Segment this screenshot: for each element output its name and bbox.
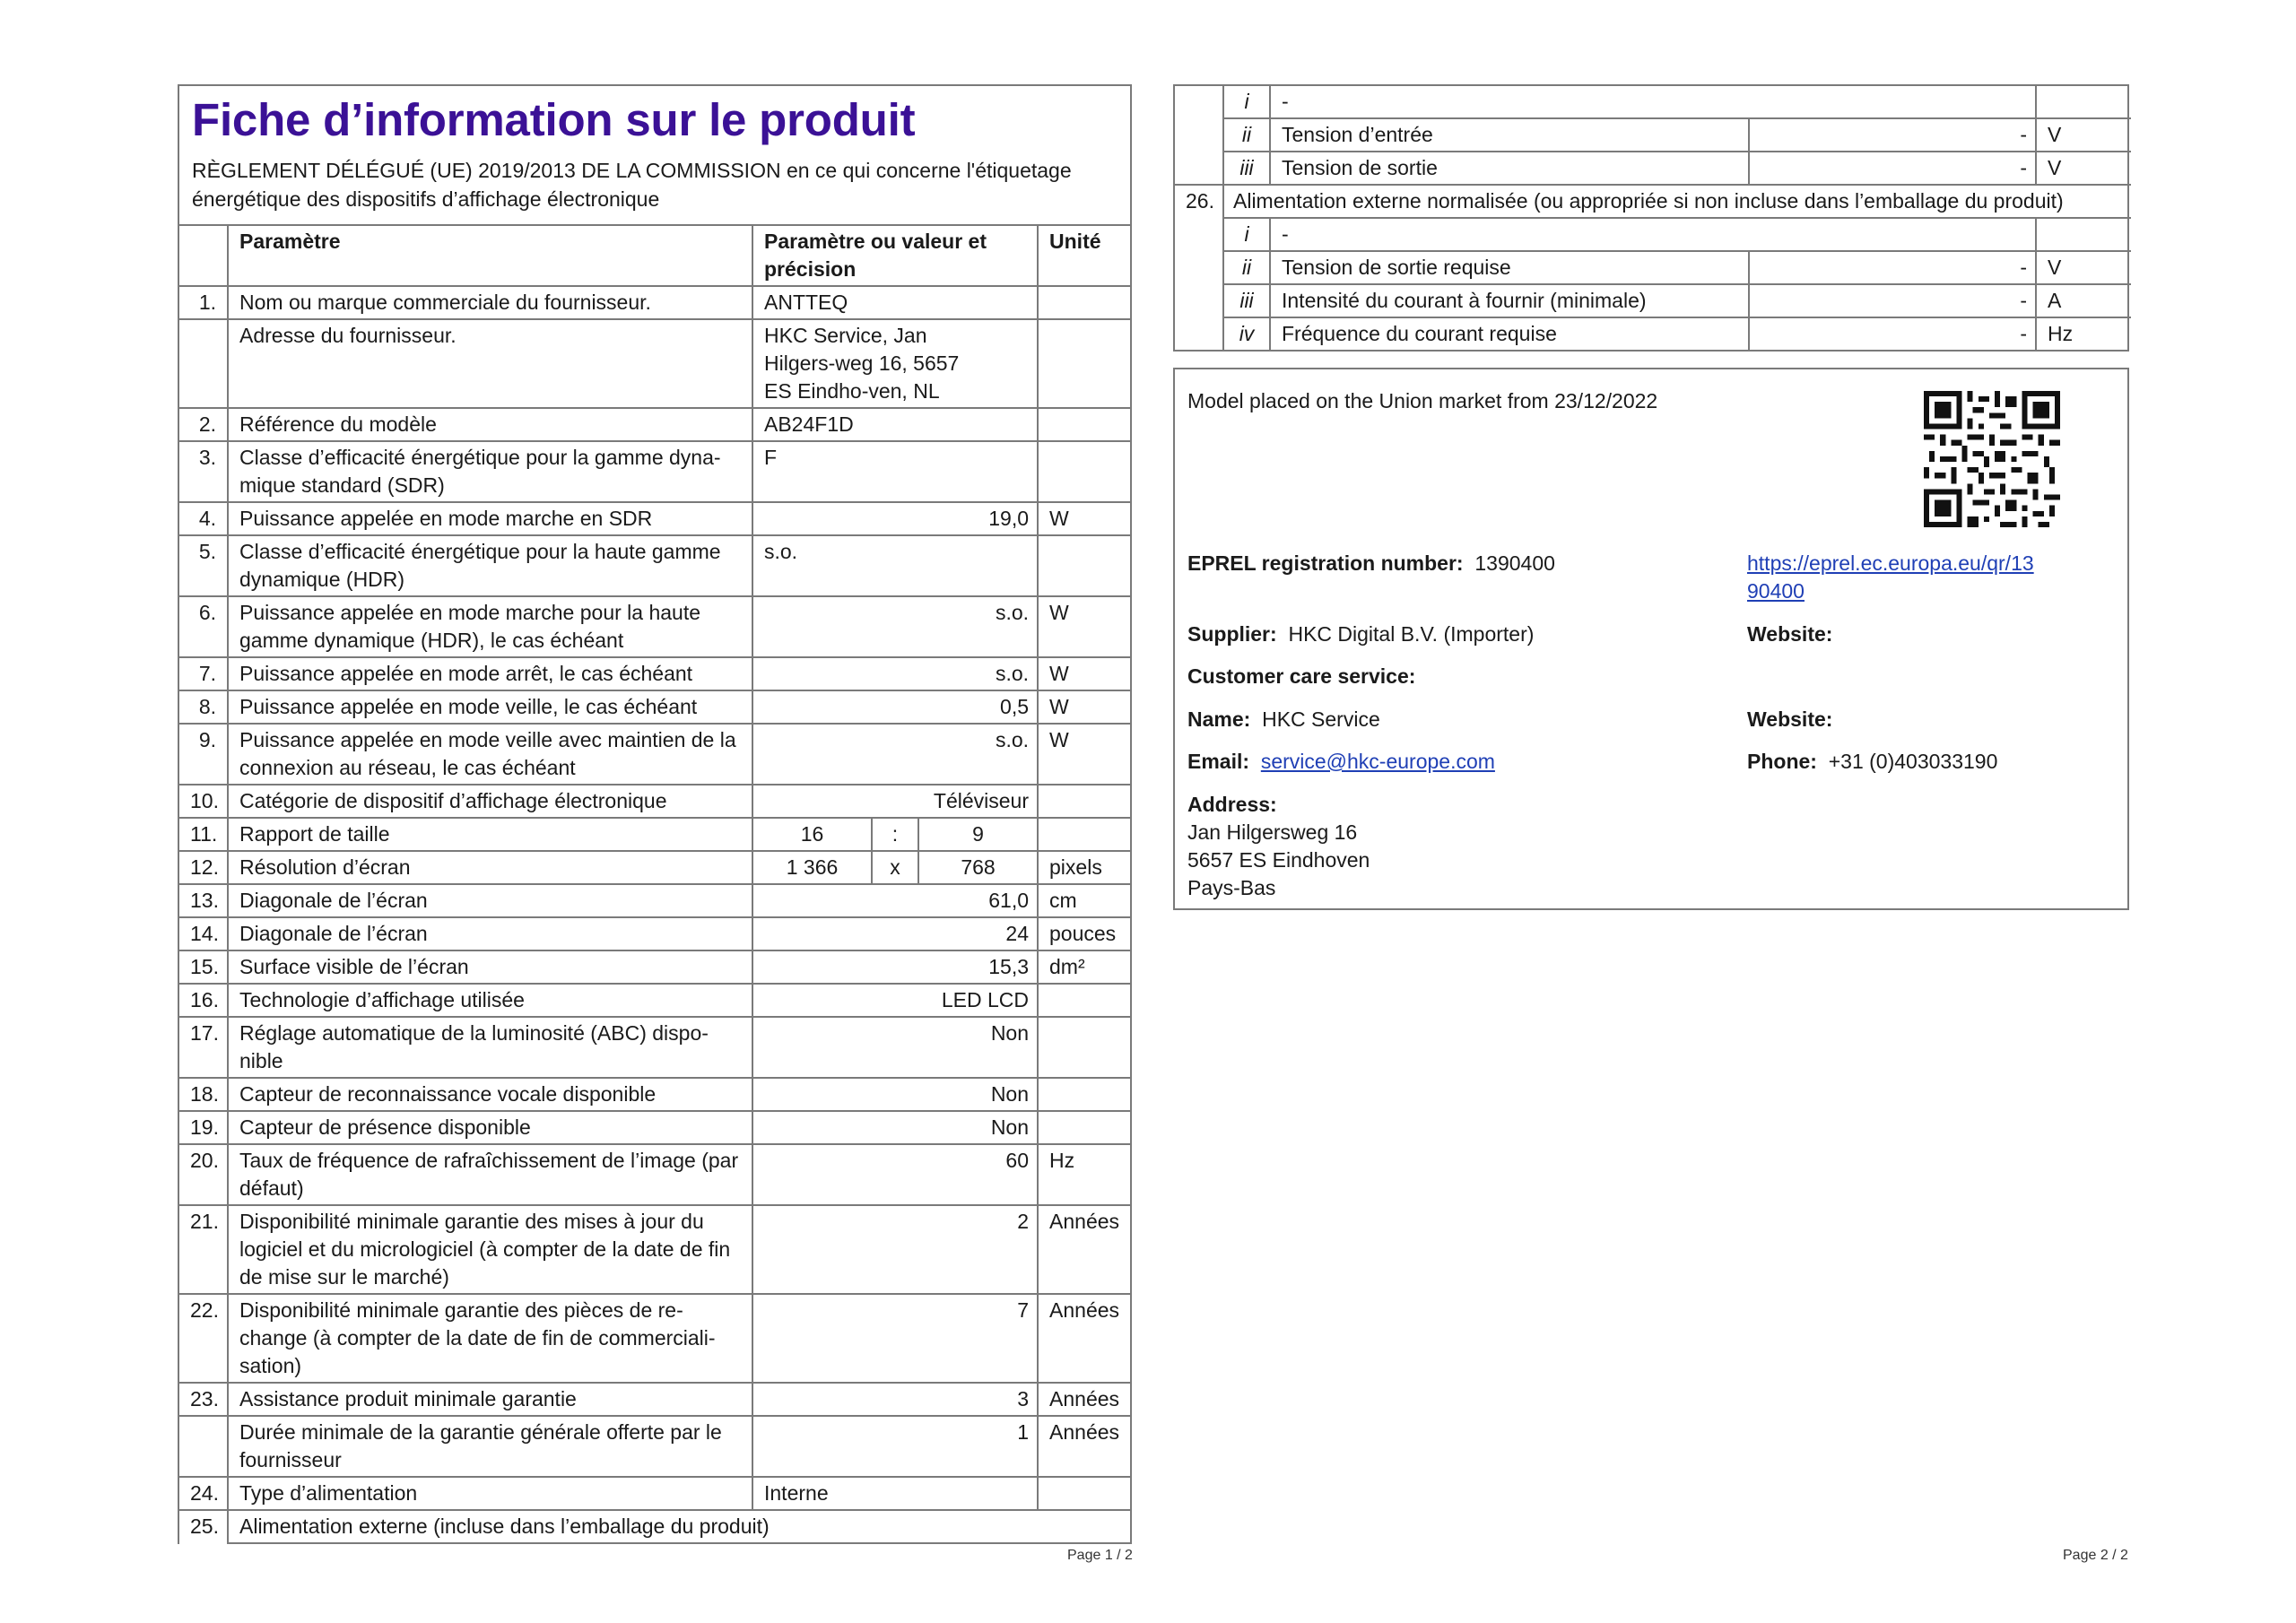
row-label: Classe d’efficacité énergétique pour la haute gamme dynamique (HDR) — [228, 535, 752, 596]
row-value: - — [1749, 118, 2036, 152]
address-line-2: 5657 ES Eindhoven — [1187, 848, 1370, 872]
row-unit — [1038, 319, 1132, 408]
row-label: Type d’alimentation — [228, 1477, 752, 1510]
row-number: 10. — [179, 785, 228, 818]
row-number: 8. — [179, 690, 228, 724]
title-block — [179, 86, 1130, 226]
table-row — [179, 535, 1132, 596]
ratio-separator: : — [872, 818, 918, 851]
row-number: 3. — [179, 441, 228, 502]
row-unit: W — [1038, 724, 1132, 785]
row-label: Résolution d’écran — [228, 851, 752, 884]
row-unit: W — [1038, 690, 1132, 724]
row-label: Puissance appelée en mode marche pour la haute gamme dynamique (HDR), le cas échéant — [228, 596, 752, 657]
row-value: Non — [752, 1017, 1038, 1078]
row-value: - — [1749, 251, 2036, 284]
regulation-subtitle: RÈGLEMENT DÉLÉGUÉ (UE) 2019/2013 DE LA COMMISSION en ce qui concerne l'étiquetage énergétique des dispositifs d’affichage électronique — [192, 159, 1072, 211]
row-unit: Hz — [2036, 317, 2131, 350]
table-row — [179, 502, 1132, 535]
row-unit: W — [1038, 596, 1132, 657]
table-row — [179, 690, 1132, 724]
page-number-left: Page 1 / 2 — [1067, 1548, 1133, 1563]
row-value: 3 — [752, 1383, 1038, 1416]
row-unit — [1038, 818, 1132, 851]
eprel-link[interactable] — [1747, 550, 2034, 605]
row-roman: iii — [1223, 152, 1270, 185]
row-label: - — [1270, 218, 2036, 251]
row-unit: Années — [1038, 1205, 1132, 1294]
row-value: Non — [752, 1078, 1038, 1111]
row-unit — [1038, 1078, 1132, 1111]
row-value: - — [1749, 284, 2036, 317]
row-value: s.o. — [752, 596, 1038, 657]
row-value: 15,3 — [752, 950, 1038, 984]
supplier-info-box — [1173, 368, 2129, 910]
address-line-1: Jan Hilgersweg 16 — [1187, 820, 1358, 844]
ratio-height: 9 — [918, 818, 1038, 851]
row-label: Puissance appelée en mode arrêt, le cas échéant — [228, 657, 752, 690]
eprel-row — [1187, 550, 1555, 577]
row-unit: Années — [1038, 1416, 1132, 1477]
table-row — [179, 884, 1132, 917]
row-label: Intensité du courant à fournir (minimale) — [1270, 284, 1749, 317]
supplier-label: Supplier: — [1187, 622, 1277, 646]
row-number: 17. — [179, 1017, 228, 1078]
table-row — [179, 917, 1132, 950]
row-unit — [1038, 1017, 1132, 1078]
row-unit: W — [1038, 502, 1132, 535]
row-number: 6. — [179, 596, 228, 657]
header-unit: Unité — [1038, 226, 1132, 286]
header-num — [179, 226, 228, 286]
address-label: Address: — [1187, 793, 1277, 816]
row-value: ANTTEQ — [752, 286, 1038, 319]
table-row — [1175, 152, 2131, 185]
row-value: 24 — [752, 917, 1038, 950]
table-row — [179, 1144, 1132, 1205]
row-value: - — [1749, 317, 2036, 350]
phone-value: +31 (0)403033190 — [1828, 750, 1998, 773]
row-number — [179, 1416, 228, 1477]
row-label: Catégorie de dispositif d’affichage électronique — [228, 785, 752, 818]
row-unit — [1038, 286, 1132, 319]
row-value: 19,0 — [752, 502, 1038, 535]
row-unit: W — [1038, 657, 1132, 690]
power-supply-table — [1173, 84, 2129, 352]
eprel-label: EPREL registration number: — [1187, 551, 1464, 575]
table-row — [179, 319, 1132, 408]
row-unit: Hz — [1038, 1144, 1132, 1205]
table-row — [179, 1078, 1132, 1111]
header-value: Paramètre ou valeur et précision — [752, 226, 1038, 286]
table-row — [179, 724, 1132, 785]
row-label: Adresse du fournisseur. — [228, 319, 752, 408]
table-row — [179, 1205, 1132, 1294]
row-label: Diagonale de l’écran — [228, 884, 752, 917]
row-roman: ii — [1223, 251, 1270, 284]
row-number — [1175, 251, 1223, 284]
row-number: 22. — [179, 1294, 228, 1383]
row-unit — [1038, 1111, 1132, 1144]
row-unit: Années — [1038, 1383, 1132, 1416]
row-number: 14. — [179, 917, 228, 950]
qr-code-icon[interactable] — [1924, 391, 2060, 527]
table-row — [179, 1477, 1132, 1510]
row-label: Taux de fréquence de rafraîchissement de l’image (par défaut) — [228, 1144, 752, 1205]
row-unit — [1038, 535, 1132, 596]
row-number: 1. — [179, 286, 228, 319]
table-row — [179, 1383, 1132, 1416]
table-row — [179, 1416, 1132, 1477]
name-label: Name: — [1187, 707, 1251, 731]
row-value: HKC Service, Jan Hilgers-weg 16, 5657 ES Eindho-ven, NL — [752, 319, 1038, 408]
row-unit — [1038, 1477, 1132, 1510]
row-label: Alimentation externe (incluse dans l’emballage du produit) — [228, 1510, 1132, 1543]
row-number — [1175, 86, 1223, 118]
row-unit: pouces — [1038, 917, 1132, 950]
table-row — [1175, 317, 2131, 350]
page-title: Fiche d’information sur le produit — [192, 94, 916, 145]
row-roman: iii — [1223, 284, 1270, 317]
row-number: 16. — [179, 984, 228, 1017]
row-value: 0,5 — [752, 690, 1038, 724]
header-param: Paramètre — [228, 226, 752, 286]
product-info-sheet — [178, 84, 1132, 1544]
table-row — [179, 950, 1132, 984]
supplier-value: HKC Digital B.V. (Importer) — [1288, 622, 1535, 646]
service-website-label: Website: — [1747, 707, 1833, 731]
row-label: Disponibilité minimale garantie des mises à jour du logiciel et du micrologiciel (à compter de la date de fin de mise sur le marché) — [228, 1205, 752, 1294]
row-number: 4. — [179, 502, 228, 535]
email-row — [1187, 748, 1495, 776]
row-number: 18. — [179, 1078, 228, 1111]
table-row — [179, 818, 1132, 851]
table-row — [179, 408, 1132, 441]
row-value: Interne — [752, 1477, 1038, 1510]
parameter-table — [179, 226, 1132, 1544]
row-label: Disponibilité minimale garantie des pièces de re-change (à compter de la date de fin de commerciali-sation) — [228, 1294, 752, 1383]
row-number — [1175, 317, 1223, 350]
row-label: Tension de sortie — [1270, 152, 1749, 185]
row-number — [179, 319, 228, 408]
row-number — [1175, 284, 1223, 317]
table-row — [179, 1111, 1132, 1144]
row-label: Réglage automatique de la luminosité (ABC) dispo-nible — [228, 1017, 752, 1078]
address-line-3: Pays-Bas — [1187, 876, 1276, 899]
table-row — [1175, 251, 2131, 284]
row-value: s.o. — [752, 657, 1038, 690]
customer-care-label: Customer care service: — [1187, 664, 1416, 688]
row-value: AB24F1D — [752, 408, 1038, 441]
row-number: 19. — [179, 1111, 228, 1144]
email-label: Email: — [1187, 750, 1250, 773]
row-number: 21. — [179, 1205, 228, 1294]
row-value: s.o. — [752, 724, 1038, 785]
row-number: 12. — [179, 851, 228, 884]
row-value: 2 — [752, 1205, 1038, 1294]
table-row — [179, 441, 1132, 502]
row-roman: ii — [1223, 118, 1270, 152]
row-unit: A — [2036, 284, 2131, 317]
resolution-separator: x — [872, 851, 918, 884]
row-value: 7 — [752, 1294, 1038, 1383]
row-label: Technologie d’affichage utilisée — [228, 984, 752, 1017]
row-number: 9. — [179, 724, 228, 785]
table-row — [179, 1510, 1132, 1543]
row-number: 26. — [1175, 185, 1223, 218]
row-number: 15. — [179, 950, 228, 984]
row-label: Assistance produit minimale garantie — [228, 1383, 752, 1416]
row-number: 24. — [179, 1477, 228, 1510]
row-label: Puissance appelée en mode veille, le cas échéant — [228, 690, 752, 724]
row-number — [1175, 118, 1223, 152]
row-number: 23. — [179, 1383, 228, 1416]
row-value: - — [1749, 152, 2036, 185]
row-unit: dm² — [1038, 950, 1132, 984]
row-value: 1 — [752, 1416, 1038, 1477]
row-roman: i — [1223, 218, 1270, 251]
row-label: Puissance appelée en mode veille avec maintien de la connexion au réseau, le cas échéant — [228, 724, 752, 785]
row-label: Tension d’entrée — [1270, 118, 1749, 152]
row-unit: cm — [1038, 884, 1132, 917]
row-label: Surface visible de l’écran — [228, 950, 752, 984]
row-label: Capteur de présence disponible — [228, 1111, 752, 1144]
row-value: F — [752, 441, 1038, 502]
row-unit: V — [2036, 152, 2131, 185]
row-unit — [1038, 441, 1132, 502]
row-value: 60 — [752, 1144, 1038, 1205]
row-value: Non — [752, 1111, 1038, 1144]
row-number: 20. — [179, 1144, 228, 1205]
ratio-width: 16 — [752, 818, 872, 851]
row-unit — [1038, 984, 1132, 1017]
table-row — [179, 657, 1132, 690]
row-unit — [1038, 408, 1132, 441]
row-value: 61,0 — [752, 884, 1038, 917]
eprel-link-line2[interactable]: 90400 — [1747, 579, 1805, 603]
market-date: Model placed on the Union market from 23/12/2022 — [1187, 389, 1658, 412]
name-value: HKC Service — [1262, 707, 1380, 731]
row-label: Tension de sortie requise — [1270, 251, 1749, 284]
row-label: Fréquence du courant requise — [1270, 317, 1749, 350]
row-label: - — [1270, 86, 2036, 118]
eprel-link-line1[interactable]: https://eprel.ec.europa.eu/qr/13 — [1747, 551, 2034, 575]
row-label: Puissance appelée en mode marche en SDR — [228, 502, 752, 535]
row-number: 11. — [179, 818, 228, 851]
table-row — [179, 785, 1132, 818]
table-row — [179, 286, 1132, 319]
resolution-width: 1 366 — [752, 851, 872, 884]
page-number-right: Page 2 / 2 — [2063, 1548, 2128, 1563]
row-number: 2. — [179, 408, 228, 441]
row-number: 7. — [179, 657, 228, 690]
supplier-row — [1187, 621, 1534, 648]
table-row — [1175, 284, 2131, 317]
row-unit — [2036, 218, 2131, 251]
row-unit: pixels — [1038, 851, 1132, 884]
email-link[interactable]: service@hkc-europe.com — [1260, 750, 1495, 773]
row-unit: V — [2036, 251, 2131, 284]
row-number — [1175, 218, 1223, 251]
table-row — [1175, 218, 2131, 251]
table-row — [1175, 86, 2131, 118]
row-unit — [2036, 86, 2131, 118]
row-value: s.o. — [752, 535, 1038, 596]
row-label: Rapport de taille — [228, 818, 752, 851]
phone-row — [1747, 748, 1997, 776]
row-unit — [1038, 785, 1132, 818]
phone-label: Phone: — [1747, 750, 1817, 773]
table-header-row — [179, 226, 1132, 286]
resolution-height: 768 — [918, 851, 1038, 884]
row-label: Alimentation externe normalisée (ou appropriée si non incluse dans l’emballage du produit) — [1223, 185, 2131, 218]
row-number — [1175, 152, 1223, 185]
table-row — [1175, 118, 2131, 152]
row-value: Téléviseur — [752, 785, 1038, 818]
row-roman: iv — [1223, 317, 1270, 350]
table-row — [179, 1017, 1132, 1078]
row-label: Référence du modèle — [228, 408, 752, 441]
row-number: 25. — [179, 1510, 228, 1543]
row-roman: i — [1223, 86, 1270, 118]
address-block — [1187, 791, 1370, 902]
table-row — [179, 851, 1132, 884]
row-unit: V — [2036, 118, 2131, 152]
row-number: 13. — [179, 884, 228, 917]
eprel-number: 1390400 — [1474, 551, 1555, 575]
row-label: Classe d’efficacité énergétique pour la gamme dyna-mique standard (SDR) — [228, 441, 752, 502]
row-label: Diagonale de l’écran — [228, 917, 752, 950]
row-unit: Années — [1038, 1294, 1132, 1383]
table-row — [1175, 185, 2131, 218]
table-row — [179, 1294, 1132, 1383]
row-number: 5. — [179, 535, 228, 596]
supplier-website-label: Website: — [1747, 622, 1833, 646]
row-label: Nom ou marque commerciale du fournisseur. — [228, 286, 752, 319]
table-row — [179, 984, 1132, 1017]
row-value: LED LCD — [752, 984, 1038, 1017]
row-label: Durée minimale de la garantie générale offerte par le fournisseur — [228, 1416, 752, 1477]
row-label: Capteur de reconnaissance vocale disponible — [228, 1078, 752, 1111]
table-row — [179, 596, 1132, 657]
name-row — [1187, 706, 1380, 733]
